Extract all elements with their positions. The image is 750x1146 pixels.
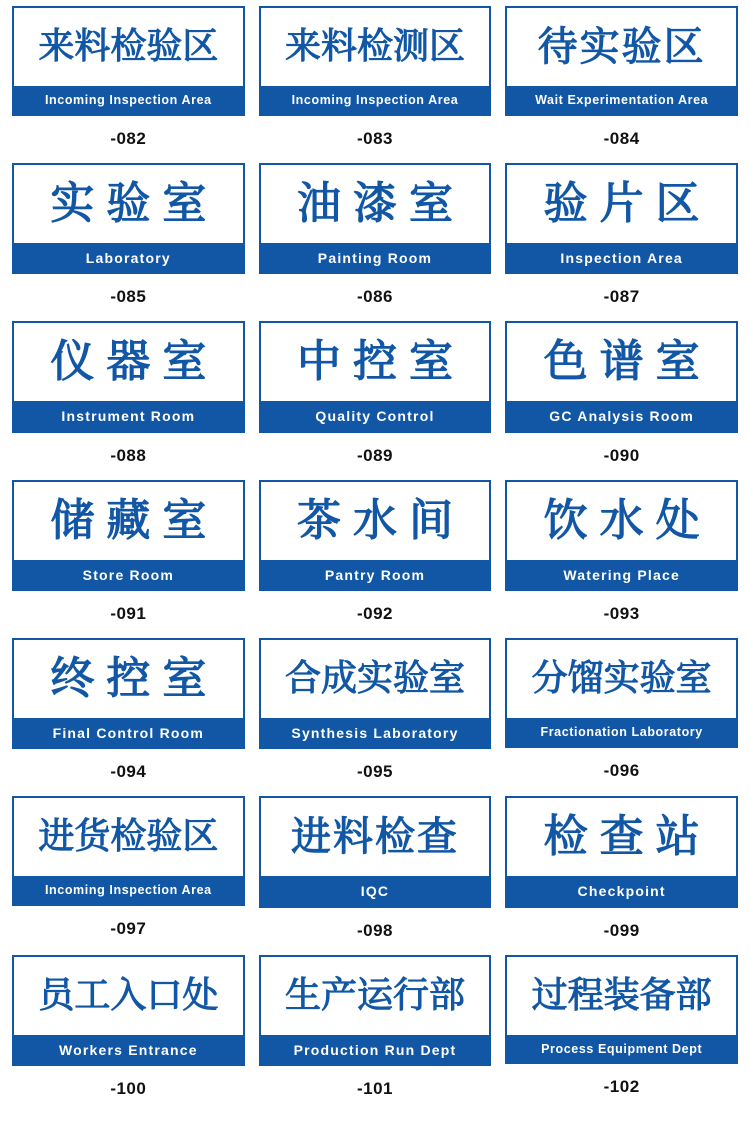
- sign-code: -101: [356, 1079, 393, 1099]
- sign-code: -093: [603, 603, 640, 623]
- sign-plate: [12, 321, 245, 432]
- sign-code: -082: [110, 128, 147, 148]
- sign-card[interactable]: [259, 480, 492, 638]
- sign-code: -097: [110, 919, 147, 939]
- sign-code: -090: [603, 445, 640, 465]
- sign-plate: [505, 163, 738, 274]
- sign-card[interactable]: [12, 321, 245, 479]
- sign-code: -091: [110, 603, 147, 623]
- sign-card[interactable]: [12, 6, 245, 163]
- sign-code: -102: [603, 1077, 640, 1097]
- sign-code: -096: [603, 760, 640, 780]
- sign-english-label: Incoming Inspection Area: [14, 86, 243, 114]
- sign-chinese-label: 进货检验区: [38, 816, 219, 858]
- sign-card[interactable]: [505, 796, 738, 954]
- sign-english-label: GC Analysis Room: [507, 401, 736, 430]
- sign-chinese-label: 合成实验室: [284, 657, 465, 699]
- sign-chinese-label: 检查站: [543, 811, 712, 863]
- sign-card[interactable]: [259, 321, 492, 479]
- sign-plate: [259, 796, 492, 907]
- sign-card[interactable]: [505, 480, 738, 638]
- sign-english-label: Instrument Room: [14, 401, 243, 430]
- sign-english-label: Incoming Inspection Area: [261, 86, 490, 114]
- sign-card[interactable]: [259, 6, 492, 163]
- sign-card[interactable]: [259, 955, 492, 1113]
- sign-card[interactable]: [12, 955, 245, 1113]
- sign-plate: [259, 955, 492, 1066]
- sign-chinese-label: 来料检验区: [38, 26, 219, 67]
- sign-card[interactable]: [12, 163, 245, 321]
- sign-chinese-label: 来料检测区: [284, 26, 465, 67]
- sign-plate: [12, 6, 245, 116]
- sign-card[interactable]: [505, 955, 738, 1113]
- sign-english-label: Wait Experimentation Area: [507, 86, 736, 114]
- sign-plate: [12, 480, 245, 591]
- sign-english-label: Final Control Room: [14, 718, 243, 747]
- sign-english-label: Painting Room: [261, 243, 490, 272]
- sign-chinese-label: 储藏室: [50, 494, 219, 546]
- sign-english-label: Incoming Inspection Area: [14, 876, 243, 904]
- sign-chinese-label: 验片区: [543, 177, 712, 229]
- sign-code: -098: [356, 920, 393, 940]
- sign-plate: [12, 796, 245, 906]
- sign-code: -085: [110, 287, 147, 307]
- sign-english-label: Production Run Dept: [261, 1035, 490, 1064]
- sign-plate: [505, 480, 738, 591]
- sign-plate: [259, 480, 492, 591]
- sign-english-label: Process Equipment Dept: [507, 1035, 736, 1063]
- sign-chinese-label: 油漆室: [296, 177, 465, 229]
- sign-chinese-label: 待实验区: [537, 24, 706, 70]
- sign-chinese-label: 员工入口处: [38, 974, 219, 1016]
- sign-plate: [12, 955, 245, 1066]
- sign-card[interactable]: [259, 796, 492, 954]
- sign-card[interactable]: [259, 638, 492, 796]
- sign-plate: [12, 638, 245, 749]
- sign-plate: [505, 955, 738, 1065]
- sign-english-label: Watering Place: [507, 560, 736, 589]
- sign-chinese-label: 分馏实验室: [531, 657, 712, 699]
- sign-card[interactable]: [12, 480, 245, 638]
- sign-english-label: Store Room: [14, 560, 243, 589]
- sign-chinese-label: 饮水处: [543, 494, 712, 546]
- sign-plate: [259, 638, 492, 749]
- sign-code: -100: [110, 1079, 147, 1099]
- sign-plate: [505, 638, 738, 748]
- sign-card[interactable]: [505, 6, 738, 163]
- sign-chinese-label: 中控室: [296, 336, 465, 388]
- sign-code: -086: [356, 287, 393, 307]
- sign-english-label: Synthesis Laboratory: [261, 718, 490, 747]
- sign-card[interactable]: [505, 321, 738, 479]
- sign-code: -089: [356, 445, 393, 465]
- sign-code: -094: [110, 762, 147, 782]
- sign-code: -095: [356, 762, 393, 782]
- sign-english-label: Pantry Room: [261, 560, 490, 589]
- sign-english-label: Workers Entrance: [14, 1035, 243, 1064]
- sign-card[interactable]: [505, 638, 738, 796]
- sign-english-label: Fractionation Laboratory: [507, 718, 736, 746]
- sign-code: -092: [356, 603, 393, 623]
- sign-code: -087: [603, 287, 640, 307]
- sign-english-label: Quality Control: [261, 401, 490, 430]
- sign-english-label: Checkpoint: [507, 876, 736, 905]
- sign-plate: [259, 163, 492, 274]
- sign-english-label: IQC: [261, 876, 490, 905]
- sign-grid: [12, 6, 738, 1113]
- sign-chinese-label: 色谱室: [543, 336, 712, 388]
- sign-chinese-label: 实验室: [50, 177, 219, 229]
- sign-chinese-label: 生产运行部: [284, 974, 465, 1016]
- sign-card[interactable]: [12, 796, 245, 954]
- sign-card[interactable]: [259, 163, 492, 321]
- sign-english-label: Inspection Area: [507, 243, 736, 272]
- sign-card[interactable]: [505, 163, 738, 321]
- sign-english-label: Laboratory: [14, 243, 243, 272]
- sign-code: -088: [110, 445, 147, 465]
- sign-code: -099: [603, 920, 640, 940]
- sign-card[interactable]: [12, 638, 245, 796]
- sign-plate: [505, 321, 738, 432]
- sign-plate: [12, 163, 245, 274]
- sign-chinese-label: 终控室: [50, 652, 219, 704]
- sign-chinese-label: 仪器室: [50, 336, 219, 388]
- sign-plate: [259, 6, 492, 116]
- sign-chinese-label: 进料检查: [290, 814, 459, 861]
- sign-plate: [259, 321, 492, 432]
- sign-code: -083: [356, 128, 393, 148]
- sign-code: -084: [603, 128, 640, 148]
- sign-chinese-label: 茶水间: [296, 494, 465, 546]
- sign-plate: [505, 6, 738, 116]
- sign-chinese-label: 过程装备部: [531, 974, 712, 1016]
- sign-plate: [505, 796, 738, 907]
